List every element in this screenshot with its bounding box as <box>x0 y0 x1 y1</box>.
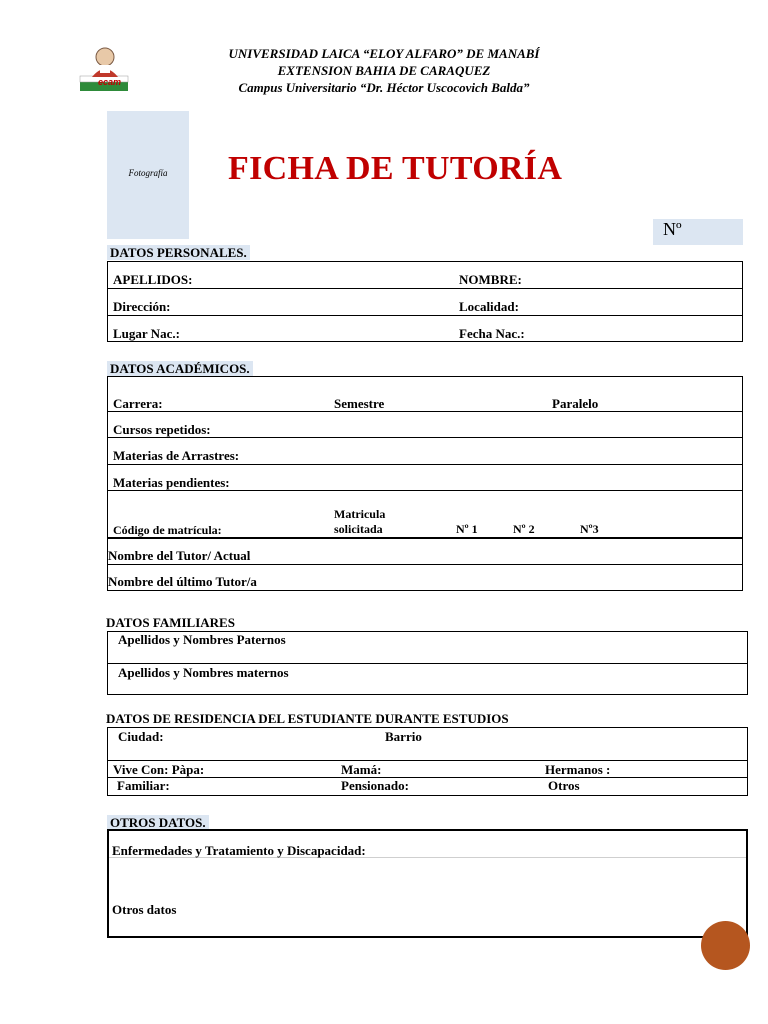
divider <box>107 663 748 664</box>
cursos-repetidos-field[interactable]: Cursos repetidos: <box>113 422 211 437</box>
otros-field[interactable]: Otros <box>548 778 580 793</box>
nombres-paternos-field[interactable]: Apellidos y Nombres Paternos <box>118 632 286 647</box>
nombre-field[interactable]: NOMBRE: <box>459 272 522 287</box>
matricula-n1-field[interactable]: Nº 1 <box>456 522 478 536</box>
svg-text:ecam: ecam <box>98 77 122 87</box>
university-name: UNIVERSIDAD LAICA “ELOY ALFARO” DE MANABÍ <box>228 46 540 61</box>
ultimo-tutor-field[interactable]: Nombre del último Tutor/a <box>108 574 257 589</box>
divider <box>107 490 743 491</box>
form-number-label: Nº <box>663 219 682 239</box>
localidad-field[interactable]: Localidad: <box>459 299 519 314</box>
enfermedades-field[interactable]: Enfermedades y Tratamiento y Discapacidad: <box>112 843 366 858</box>
carrera-field[interactable]: Carrera: <box>113 396 163 411</box>
ciudad-field[interactable]: Ciudad: <box>118 729 164 744</box>
campus-name: Campus Universitario “Dr. Héctor Uscocovich Balda” <box>238 80 530 95</box>
direccion-field[interactable]: Dirección: <box>113 299 171 314</box>
academic-data-heading: DATOS ACADÉMICOS. <box>107 361 253 376</box>
page-badge-circle <box>701 921 750 970</box>
divider <box>107 464 743 465</box>
personal-data-table <box>107 261 743 342</box>
matricula-n3-field[interactable]: Nº3 <box>580 522 599 536</box>
divider <box>107 564 743 565</box>
apellidos-field[interactable]: APELLIDOS: <box>113 272 193 287</box>
form-title: FICHA DE TUTORÍA <box>228 150 563 187</box>
divider <box>107 315 743 316</box>
matricula-solicitada-label-2: solicitada <box>334 522 383 536</box>
residence-data-heading: DATOS DE RESIDENCIA DEL ESTUDIANTE DURANTE ESTUDIOS <box>106 711 509 726</box>
matricula-solicitada-label-1: Matricula <box>334 507 386 521</box>
materias-pendientes-field[interactable]: Materias pendientes: <box>113 475 230 490</box>
mama-field[interactable]: Mamá: <box>341 762 382 777</box>
personal-data-heading: DATOS PERSONALES. <box>107 245 250 260</box>
semestre-field[interactable]: Semestre <box>334 396 385 411</box>
vive-con-papa-field[interactable]: Vive Con: Pàpa: <box>113 762 205 777</box>
codigo-matricula-field[interactable]: Código de matrícula: <box>113 523 222 537</box>
divider <box>107 437 743 438</box>
hermanos-field[interactable]: Hermanos : <box>545 762 611 777</box>
materias-arrastres-field[interactable]: Materias de Arrastres: <box>113 448 240 463</box>
familiar-field[interactable]: Familiar: <box>117 778 170 793</box>
divider <box>107 760 748 761</box>
divider <box>107 411 743 412</box>
form-number-field[interactable] <box>653 219 743 245</box>
divider <box>107 777 748 778</box>
photo-placeholder[interactable] <box>107 111 189 239</box>
pensionado-field[interactable]: Pensionado: <box>341 778 409 793</box>
lugar-nacimiento-field[interactable]: Lugar Nac.: <box>113 326 180 341</box>
barrio-field[interactable]: Barrio <box>385 729 422 744</box>
other-data-heading: OTROS DATOS. <box>107 815 209 830</box>
nombres-maternos-field[interactable]: Apellidos y Nombres maternos <box>118 665 289 680</box>
otros-datos-field[interactable]: Otros datos <box>112 902 177 917</box>
photo-label: Fotografía <box>128 168 168 178</box>
matricula-n2-field[interactable]: Nº 2 <box>513 522 535 536</box>
paralelo-field[interactable]: Paralelo <box>552 396 599 411</box>
fecha-nacimiento-field[interactable]: Fecha Nac.: <box>459 326 525 341</box>
family-data-heading: DATOS FAMILIARES <box>106 615 235 630</box>
extension-name: EXTENSION BAHIA DE CARAQUEZ <box>277 63 491 78</box>
tutor-actual-field[interactable]: Nombre del Tutor/ Actual <box>108 548 251 563</box>
divider <box>107 288 743 289</box>
